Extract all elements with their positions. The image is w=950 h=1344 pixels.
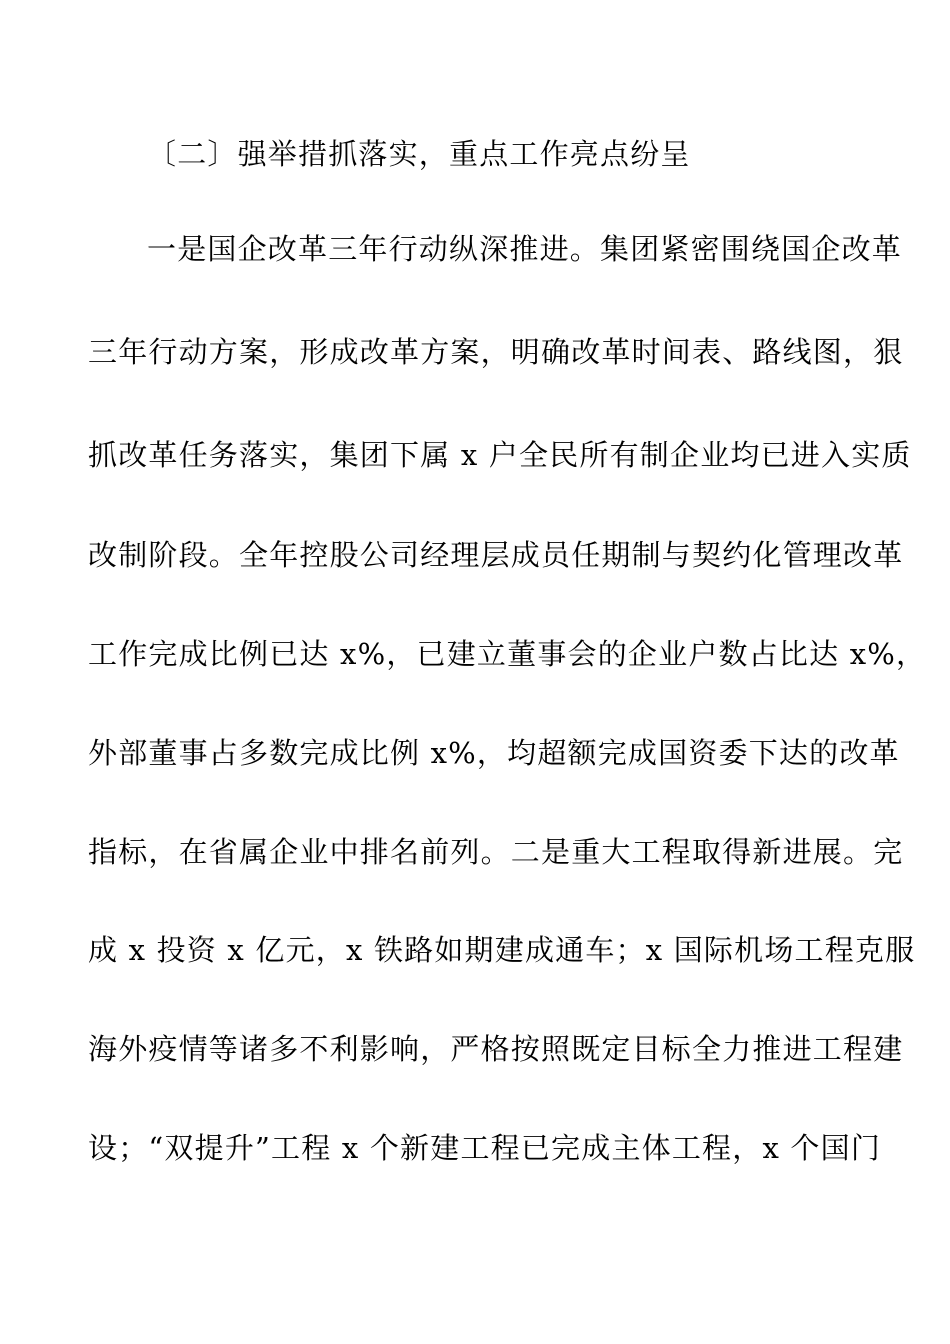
paragraph-line: 外部董事占多数完成比例 x%，均超额完成国资委下达的改革 [88,736,900,770]
paragraph-line: 指标，在省属企业中排名前列。二是重大工程取得新进展。完 [88,835,904,869]
paragraph-line: 海外疫情等诸多不利影响，严格按照既定目标全力推进工程建 [88,1032,904,1066]
paragraph-line: 设；“双提升”工程 x 个新建工程已完成主体工程，x 个国门 [88,1131,882,1165]
paragraph-line: 抓改革任务落实，集团下属 x 户全民所有制企业均已进入实质 [88,438,912,472]
paragraph-line: 成 x 投资 x 亿元，x 铁路如期建成通车；x 国际机场工程克服 [88,933,916,967]
section-heading: 〔二〕强举措抓落实，重点工作亮点纷呈 [147,137,691,171]
paragraph-line: 改制阶段。全年控股公司经理层成员任期制与契约化管理改革 [88,538,904,572]
paragraph-line: 三年行动方案，形成改革方案，明确改革时间表、路线图，狠 [88,335,904,369]
paragraph-line: 一是国企改革三年行动纵深推进。集团紧密围绕国企改革 [147,232,903,266]
paragraph-line: 工作完成比例已达 x%，已建立董事会的企业户数占比达 x%， [88,637,927,671]
